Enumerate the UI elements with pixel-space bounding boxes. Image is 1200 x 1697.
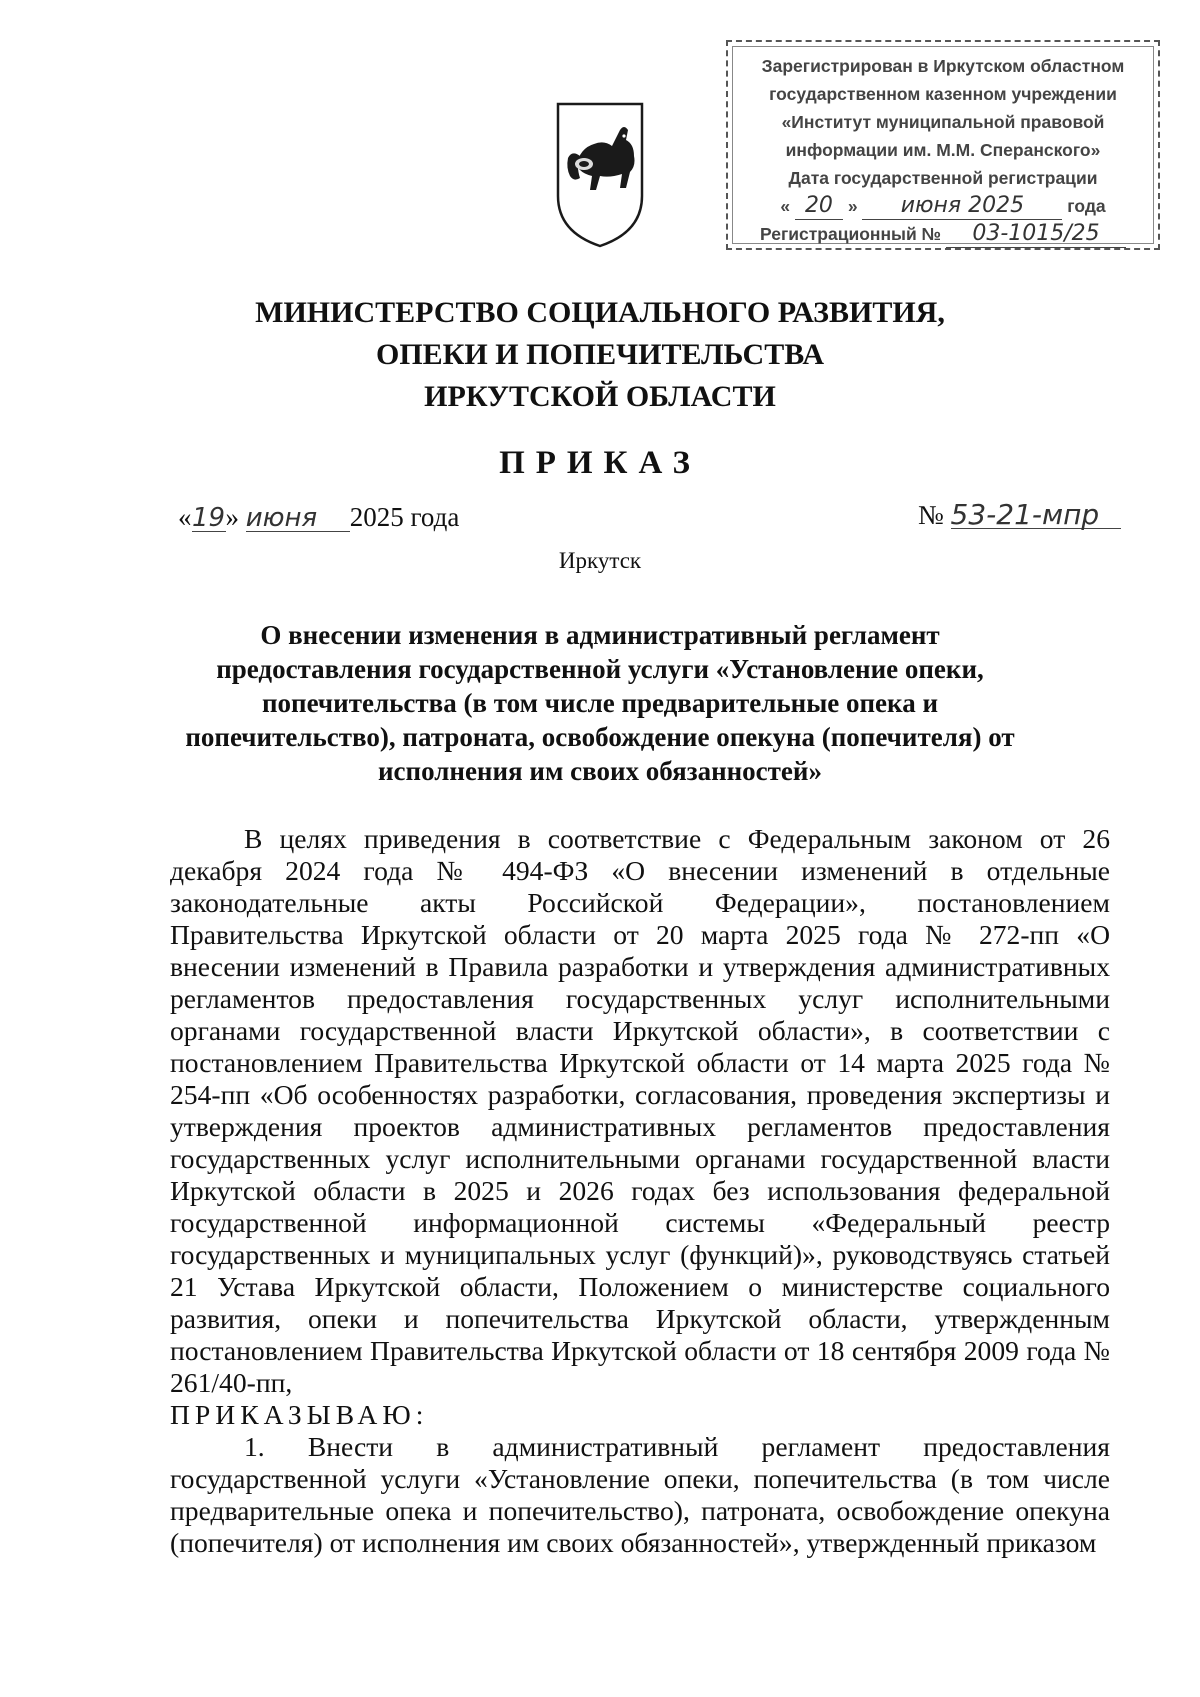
order-date-open: « (178, 502, 192, 532)
stamp-date-day: 20 (795, 193, 843, 220)
stamp-line-3: «Институт муниципальной правовой (781, 112, 1105, 132)
subject-line-3: попечительства (в том числе предварительные опека и (261, 688, 938, 718)
stamp-date-month: июня 2025 (862, 193, 1062, 220)
stamp-reg-label: Регистрационный № (759, 224, 942, 244)
order-number-label: № (918, 500, 944, 530)
order-word: ПРИКАЗЫВАЮ: (170, 1399, 429, 1430)
coat-of-arms-emblem (554, 100, 646, 250)
stamp-registration-number (728, 220, 1158, 248)
order-subject (160, 618, 1040, 788)
city-name: Иркутск (558, 548, 642, 573)
stamp-date-open: « (780, 196, 791, 216)
stamp-date-suffix: года (1067, 196, 1106, 216)
stamp-line-2: государственном казенном учреждении (769, 84, 1117, 104)
ministry-name-line-2: ОПЕКИ И ПОПЕЧИТЕЛЬСТВА (376, 338, 824, 371)
subject-line-1: О внесении изменения в административный регламент (260, 620, 940, 650)
item-1-paragraph: 1. Внести в административный регламент предоставления государственной услуги «Установление опеки, попечительства (в том числе предварительные опека и попечительство), патроната, освобождение опекуна (попечителя) от исполнения им своих обязанностей», утвержденный приказом (170, 1431, 1110, 1558)
order-number (918, 500, 1121, 531)
order-date-month: июня (246, 505, 350, 532)
stamp-registration-date (728, 192, 1158, 220)
order-body (170, 823, 1110, 1559)
stamp-line-4: информации им. М.М. Сперанского» (785, 140, 1101, 160)
ministry-name (200, 292, 1000, 418)
order-date-mid: » (225, 502, 239, 532)
preamble-paragraph: В целях приведения в соответствие с Федеральным законом от 26 декабря 2024 года № 494-ФЗ «О внесении изменений в отдельные законодательные акты Российской Федерации», постановлением Правительства Иркутской области от 20 марта 2025 года № 272-пп «О внесении изменений в Правила разработки и утверждения административных регламентов предоставления государственных услуг исполнительными органами государственной власти Иркутской области», в соответствии с постановлением Правительства Иркутской области от 14 марта 2025 года № 254-пп «Об особенностях разработки, согласования, проведения экспертизы и утверждения проектов административных регламентов предоставления государственных услуг исполнительными органами государственной власти Иркутской области в 2025 и 2026 годах без использования федеральной государственной информационной системы «Федеральный реестр государственных и муниципальных услуг (функций)», руководствуясь статьей 21 Устава Иркутской области, Положением о министерстве социального развития, опеки и попечительства Иркутской области, утвержденным постановлением Правительства Иркутской области от 18 сентября 2009 года № 261/40-пп, (170, 823, 1110, 1398)
subject-line-2: предоставления государственной услуги «Установление опеки, (216, 654, 984, 684)
document-type-title: ПРИКАЗ (499, 445, 701, 481)
stamp-line-5: Дата государственной регистрации (788, 168, 1098, 188)
stamp-reg-number: 03-1015/25 (946, 221, 1126, 248)
subject-line-5: исполнения им своих обязанностей» (378, 756, 822, 786)
order-date-day: 19 (191, 503, 226, 533)
order-number-value: 53-21-мпр (951, 502, 1121, 529)
ministry-name-line-3: ИРКУТСКОЙ ОБЛАСТИ (424, 380, 776, 413)
subject-line-4: попечительство), патроната, освобождение опекуна (попечителя) от (185, 722, 1015, 752)
order-date-year: 2025 года (349, 502, 460, 532)
order-date (178, 502, 459, 533)
registration-stamp (726, 40, 1160, 250)
stamp-line-1: Зарегистрирован в Иркутском областном (761, 56, 1125, 76)
ministry-name-line-1: МИНИСТЕРСТВО СОЦИАЛЬНОГО РАЗВИТИЯ, (255, 296, 945, 329)
stamp-date-mid: » (847, 196, 858, 216)
